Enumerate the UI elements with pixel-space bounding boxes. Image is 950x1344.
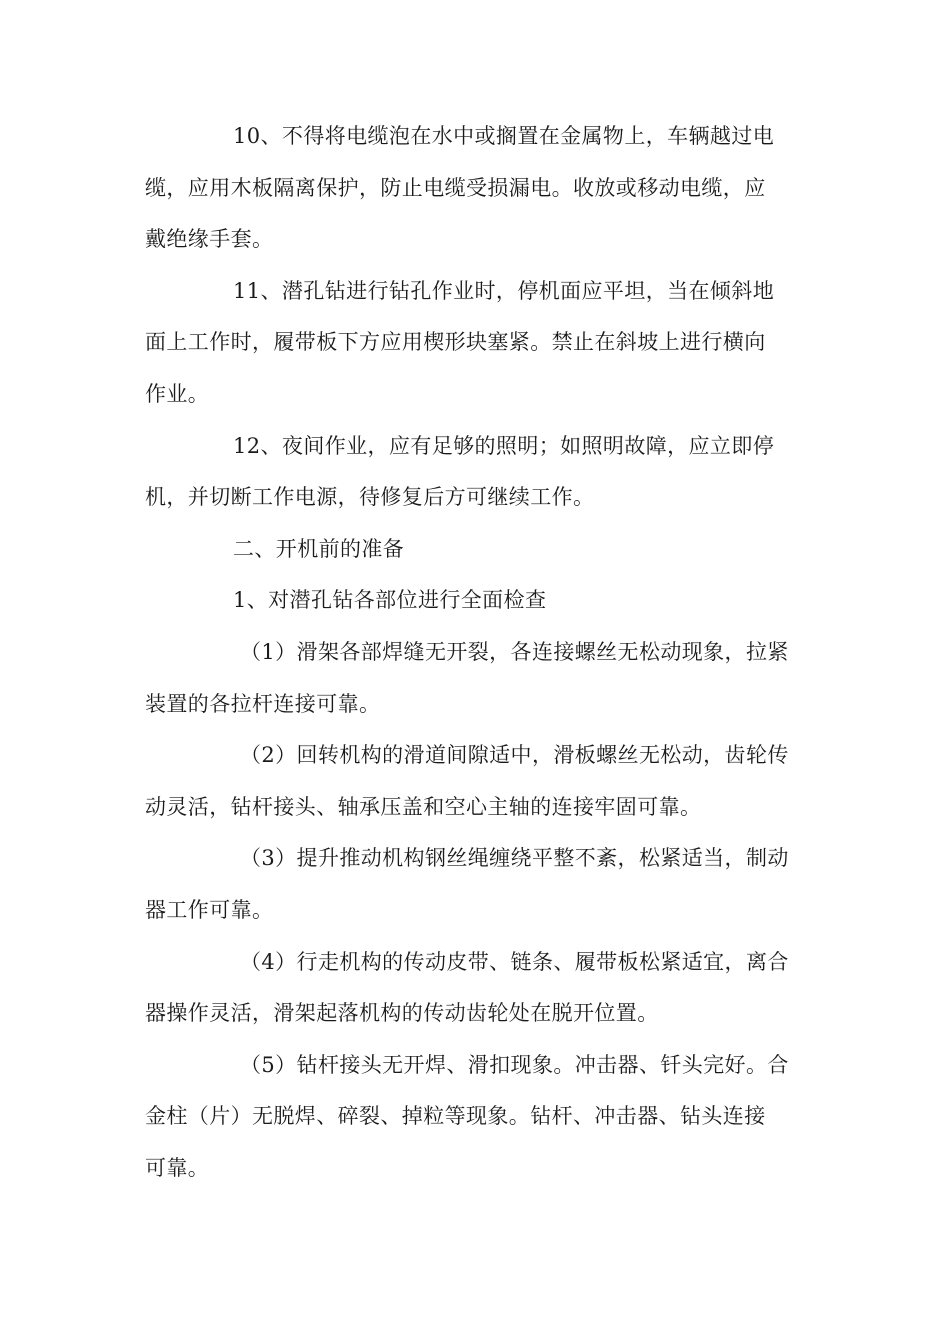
item-1-line-2: 装置的各拉杆连接可靠。 — [145, 691, 381, 716]
paragraph-10-line-3: 戴绝缘手套。 — [145, 227, 274, 252]
paragraph-12-line-1: 12、夜间作业，应有足够的照明；如照明故障，应立即停 — [233, 433, 775, 458]
section-heading: 二、开机前的准备 — [233, 536, 405, 561]
item-1-line-1: （1）滑架各部焊缝无开裂，各连接螺丝无松动现象，拉紧 — [240, 639, 789, 664]
paragraph-10-line-1: 10、不得将电缆泡在水中或搁置在金属物上，车辆越过电 — [233, 124, 775, 148]
subsection-heading: 1、对潜孔钻各部位进行全面检查 — [233, 588, 547, 613]
paragraph-12-line-2: 机，并切断工作电源，待修复后方可继续工作。 — [145, 485, 595, 510]
item-2-line-2: 动灵活，钻杆接头、轴承压盖和空心主轴的连接牢固可靠。 — [145, 794, 702, 819]
paragraph-11-line-1: 11、潜孔钻进行钻孔作业时，停机面应平坦，当在倾斜地 — [233, 278, 775, 303]
item-2-line-1: （2）回转机构的滑道间隙适中，滑板螺丝无松动，齿轮传 — [240, 743, 789, 768]
paragraph-11-line-3: 作业。 — [145, 381, 210, 406]
item-5-line-1: （5）钻杆接头无开焊、滑扣现象。冲击器、钎头完好。合 — [240, 1052, 789, 1077]
paragraph-10-line-2: 缆，应用木板隔离保护，防止电缆受损漏电。收放或移动电缆，应 — [145, 175, 766, 200]
item-4-line-2: 器操作灵活，滑架起落机构的传动齿轮处在脱开位置。 — [145, 1001, 659, 1026]
item-4-line-1: （4）行走机构的传动皮带、链条、履带板松紧适宜，离合 — [240, 949, 789, 974]
item-5-line-2: 金柱（片）无脱焊、碎裂、掉粒等现象。钻杆、冲击器、钻头连接 — [145, 1104, 766, 1129]
item-3-line-2: 器工作可靠。 — [145, 897, 274, 922]
paragraph-11-line-2: 面上工作时，履带板下方应用楔形块塞紧。禁止在斜坡上进行横向 — [145, 330, 766, 355]
item-5-line-3: 可靠。 — [145, 1155, 210, 1180]
item-3-line-1: （3）提升推动机构钢丝绳缠绕平整不紊，松紧适当，制动 — [240, 846, 789, 871]
document-body — [145, 111, 805, 1194]
